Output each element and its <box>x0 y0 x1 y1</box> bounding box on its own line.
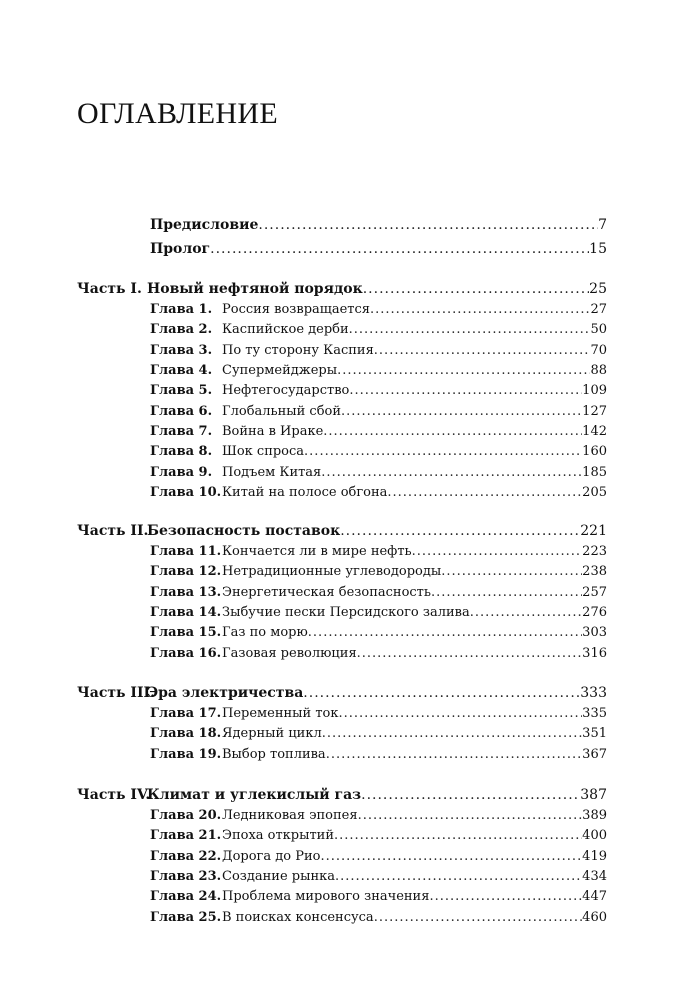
chapter-entry-title: Супермейджеры <box>222 363 338 378</box>
chapter-entry <box>150 322 607 337</box>
dot-leader <box>303 685 580 701</box>
dot-leader <box>321 465 582 480</box>
dot-leader <box>374 910 582 925</box>
chapter-entry <box>150 544 607 559</box>
chapter-entry-title: Китай на полосе обгона <box>222 485 388 500</box>
chapter-entry-number: Глава 18. <box>150 726 222 741</box>
chapter-entry <box>150 585 607 600</box>
chapter-entry <box>150 564 607 579</box>
part-heading-title: Новый нефтяной порядок <box>147 281 363 297</box>
chapter-entry-title: Газовая революция <box>222 646 357 661</box>
part-heading <box>77 787 607 803</box>
chapter-entry-page-number: 434 <box>582 869 607 884</box>
chapter-entry <box>150 910 607 925</box>
chapter-entry <box>150 726 607 741</box>
dot-leader <box>308 625 582 640</box>
part-heading-number: Часть III. <box>77 685 155 701</box>
dot-leader <box>335 869 582 884</box>
chapter-entry <box>150 625 607 640</box>
chapter-entry-page-number: 419 <box>582 849 607 864</box>
chapter-entry-number: Глава 8. <box>150 444 213 459</box>
chapter-entry-number: Глава 23. <box>150 869 222 884</box>
front-matter-entry <box>150 217 607 233</box>
chapter-entry-title: Ядерный цикл <box>222 726 322 741</box>
chapter-entry-page-number: 303 <box>582 625 607 640</box>
chapter-entry <box>150 424 607 439</box>
part-heading-number: Часть II. <box>77 523 149 539</box>
front-matter-entry-page-number: 7 <box>598 217 607 233</box>
chapter-entry-title: Нетрадиционные углеводороды <box>222 564 442 579</box>
chapter-entry-page-number: 351 <box>582 726 607 741</box>
chapter-entry-title: Россия возвращается <box>222 302 370 317</box>
chapter-entry-number: Глава 16. <box>150 646 222 661</box>
chapter-entry-number: Глава 12. <box>150 564 222 579</box>
chapter-entry <box>150 646 607 661</box>
chapter-entry <box>150 404 607 419</box>
chapter-entry-page-number: 50 <box>590 322 607 337</box>
chapter-entry <box>150 808 607 823</box>
chapter-entry <box>150 383 607 398</box>
chapter-entry-number: Глава 20. <box>150 808 222 823</box>
chapter-entry-number: Глава 6. <box>150 404 213 419</box>
front-matter-entry-title: Предисловие <box>150 217 259 233</box>
chapter-entry-number: Глава 17. <box>150 706 222 721</box>
dot-leader <box>323 424 582 439</box>
part-heading-page-number: 221 <box>580 523 607 539</box>
part-heading-title: Эра электричества <box>147 685 304 701</box>
dot-leader <box>370 302 590 317</box>
chapter-entry-title: Шок спроса <box>222 444 305 459</box>
chapter-entry-page-number: 447 <box>582 889 607 904</box>
chapter-entry-title: Эпоха открытий <box>222 828 334 843</box>
chapter-entry-page-number: 367 <box>582 747 607 762</box>
chapter-entry-number: Глава 21. <box>150 828 222 843</box>
chapter-entry-page-number: 316 <box>582 646 607 661</box>
chapter-entry <box>150 849 607 864</box>
dot-leader <box>258 217 598 233</box>
page-title: ОГЛАВЛЕНИЕ <box>77 97 278 130</box>
chapter-entry-page-number: 238 <box>582 564 607 579</box>
chapter-entry-number: Глава 4. <box>150 363 213 378</box>
dot-leader <box>334 828 582 843</box>
chapter-entry-title: Переменный ток <box>222 706 339 721</box>
chapter-entry-page-number: 160 <box>582 444 607 459</box>
chapter-entry <box>150 706 607 721</box>
chapter-entry <box>150 302 607 317</box>
chapter-entry <box>150 485 607 500</box>
dot-leader <box>320 849 582 864</box>
dot-leader <box>341 404 582 419</box>
chapter-entry-number: Глава 7. <box>150 424 213 439</box>
part-heading <box>77 685 607 701</box>
chapter-entry-page-number: 389 <box>582 808 607 823</box>
chapter-entry-number: Глава 5. <box>150 383 213 398</box>
chapter-entry-number: Глава 14. <box>150 605 222 620</box>
chapter-entry-title: По ту сторону Каспия <box>222 343 374 358</box>
chapter-entry-page-number: 185 <box>582 465 607 480</box>
dot-leader <box>441 564 582 579</box>
dot-leader <box>337 363 590 378</box>
part-heading-title: Климат и углекислый газ <box>147 787 362 803</box>
chapter-entry-page-number: 400 <box>582 828 607 843</box>
dot-leader <box>387 485 582 500</box>
part-heading-title: Безопасность поставок <box>147 523 341 539</box>
chapter-entry <box>150 444 607 459</box>
dot-leader <box>210 241 589 257</box>
chapter-entry-number: Глава 11. <box>150 544 222 559</box>
chapter-entry-page-number: 88 <box>590 363 607 378</box>
chapter-entry-number: Глава 9. <box>150 465 213 480</box>
dot-leader <box>326 747 582 762</box>
chapter-entry-page-number: 27 <box>590 302 607 317</box>
front-matter-entry-page-number: 15 <box>589 241 607 257</box>
part-heading-page-number: 387 <box>580 787 607 803</box>
chapter-entry-title: Проблема мирового значения <box>222 889 430 904</box>
chapter-entry-title: Глобальный сбой <box>222 404 342 419</box>
part-heading-page-number: 25 <box>589 281 607 297</box>
chapter-entry-page-number: 127 <box>582 404 607 419</box>
chapter-entry-page-number: 223 <box>582 544 607 559</box>
chapter-entry-title: Дорога до Рио <box>222 849 321 864</box>
part-heading <box>77 281 607 297</box>
dot-leader <box>470 605 582 620</box>
dot-leader <box>358 808 583 823</box>
dot-leader <box>429 889 582 904</box>
chapter-entry-title: Создание рынка <box>222 869 335 884</box>
front-matter-entry <box>150 241 607 257</box>
chapter-entry <box>150 363 607 378</box>
front-matter-entry-title: Пролог <box>150 241 211 257</box>
chapter-entry-page-number: 70 <box>590 343 607 358</box>
chapter-entry-number: Глава 22. <box>150 849 222 864</box>
chapter-entry-page-number: 142 <box>582 424 607 439</box>
part-heading <box>77 523 607 539</box>
chapter-entry-page-number: 276 <box>582 605 607 620</box>
dot-leader <box>304 444 582 459</box>
dot-leader <box>349 322 591 337</box>
dot-leader <box>340 523 580 539</box>
dot-leader <box>349 383 582 398</box>
chapter-entry-title: Энергетическая безопасность <box>222 585 431 600</box>
chapter-entry-page-number: 257 <box>582 585 607 600</box>
chapter-entry <box>150 605 607 620</box>
chapter-entry <box>150 869 607 884</box>
chapter-entry-title: Газ по морю <box>222 625 308 640</box>
chapter-entry-page-number: 109 <box>582 383 607 398</box>
chapter-entry-title: Зыбучие пески Персидского залива <box>222 605 470 620</box>
chapter-entry-number: Глава 19. <box>150 747 222 762</box>
dot-leader <box>374 343 591 358</box>
chapter-entry-title: Нефтегосударство <box>222 383 350 398</box>
chapter-entry-title: Ледниковая эпопея <box>222 808 358 823</box>
chapter-entry-number: Глава 1. <box>150 302 213 317</box>
chapter-entry <box>150 889 607 904</box>
chapter-entry-title: Кончается ли в мире нефть <box>222 544 412 559</box>
chapter-entry-number: Глава 25. <box>150 910 222 925</box>
dot-leader <box>338 706 582 721</box>
chapter-entry <box>150 343 607 358</box>
chapter-entry-page-number: 335 <box>582 706 607 721</box>
chapter-entry-title: Война в Ираке <box>222 424 324 439</box>
chapter-entry-page-number: 205 <box>582 485 607 500</box>
dot-leader <box>431 585 582 600</box>
chapter-entry-title: Каспийское дерби <box>222 322 349 337</box>
dot-leader <box>363 281 589 297</box>
chapter-entry-number: Глава 24. <box>150 889 222 904</box>
part-heading-page-number: 333 <box>580 685 607 701</box>
chapter-entry-number: Глава 2. <box>150 322 213 337</box>
chapter-entry <box>150 828 607 843</box>
chapter-entry-title: Подъем Китая <box>222 465 322 480</box>
dot-leader <box>322 726 582 741</box>
chapter-entry <box>150 747 607 762</box>
chapter-entry-number: Глава 10. <box>150 485 222 500</box>
chapter-entry <box>150 465 607 480</box>
chapter-entry-number: Глава 13. <box>150 585 222 600</box>
part-heading-number: Часть IV. <box>77 787 151 803</box>
dot-leader <box>412 544 583 559</box>
chapter-entry-page-number: 460 <box>582 910 607 925</box>
chapter-entry-number: Глава 15. <box>150 625 222 640</box>
chapter-entry-number: Глава 3. <box>150 343 213 358</box>
dot-leader <box>361 787 580 803</box>
part-heading-number: Часть I. <box>77 281 142 297</box>
dot-leader <box>357 646 583 661</box>
chapter-entry-title: В поисках консенсуса <box>222 910 374 925</box>
chapter-entry-title: Выбор топлива <box>222 747 326 762</box>
